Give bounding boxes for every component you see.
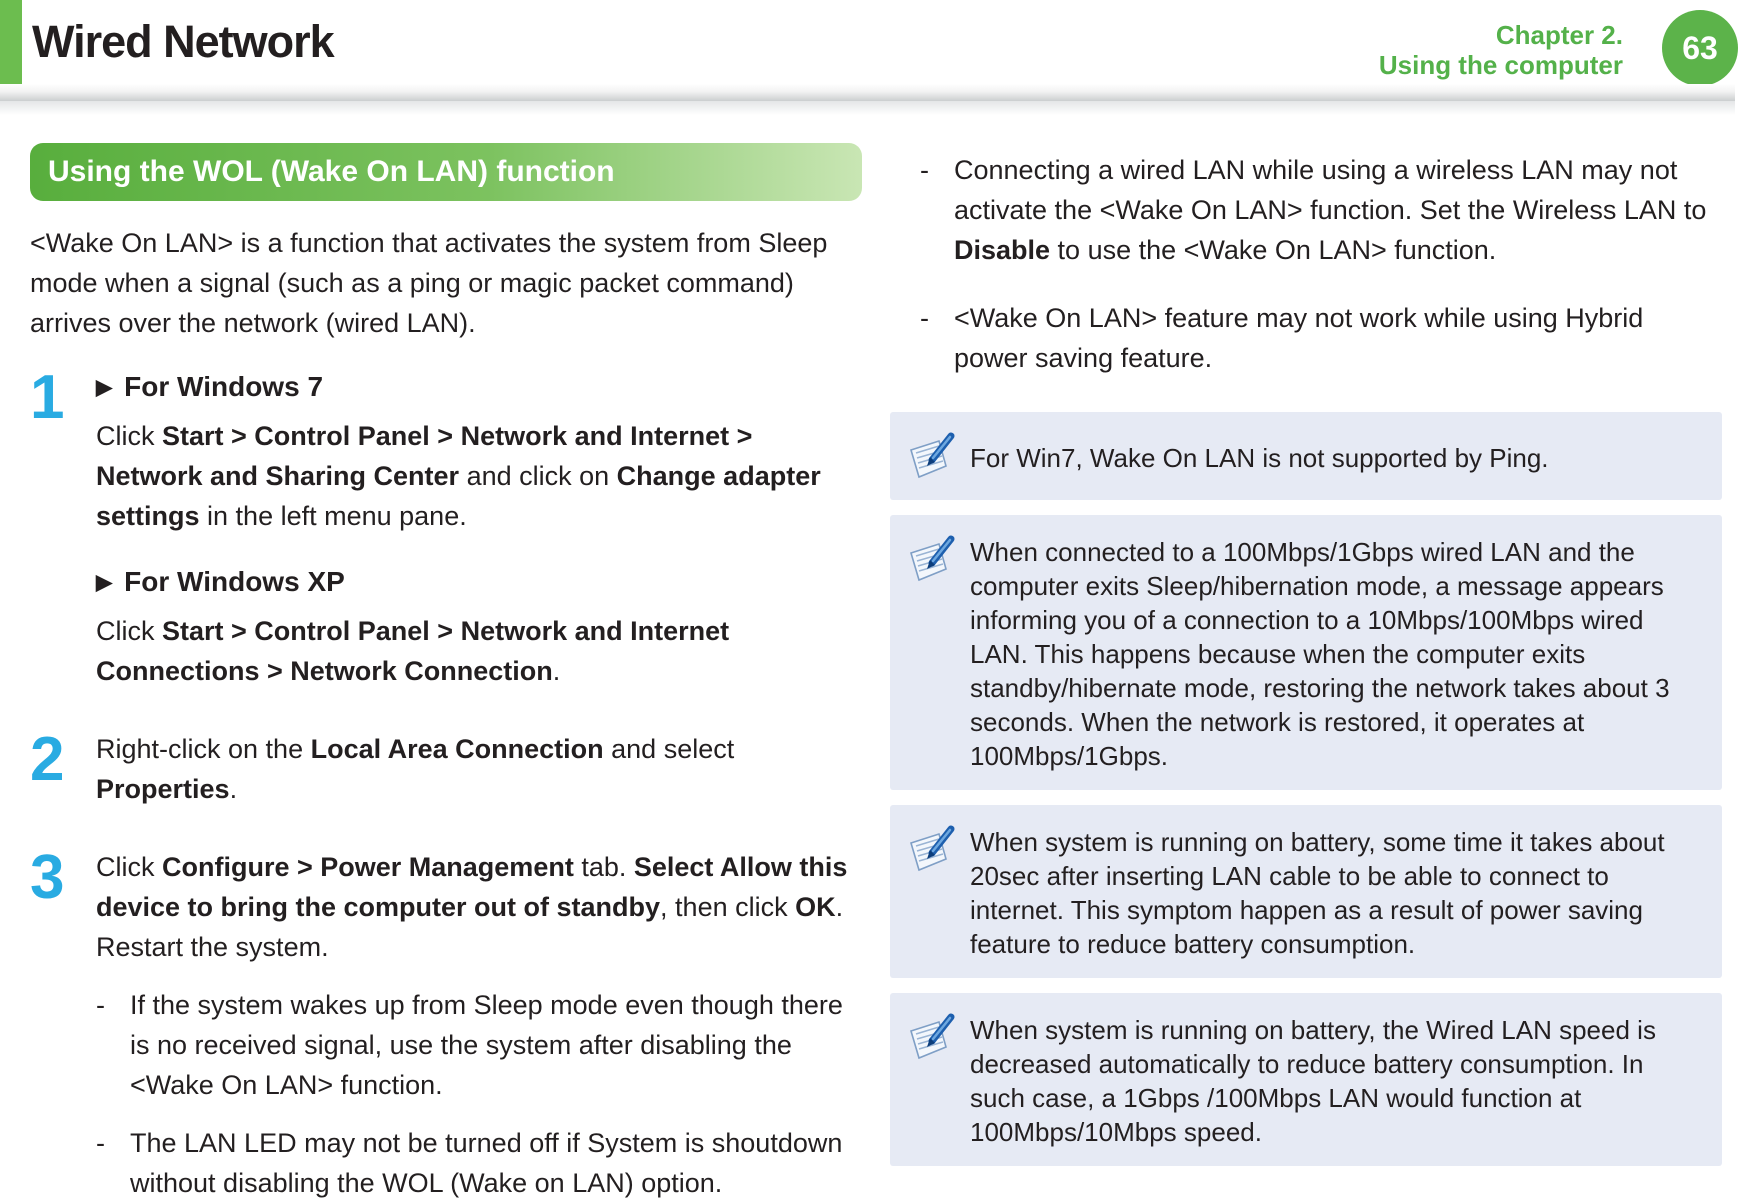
note-1-text: For Win7, Wake On LAN is not supported by Ping. xyxy=(970,442,1549,473)
windows7-heading xyxy=(96,367,862,410)
note-2-text: When connected to a 100Mbps/1Gbps wired LAN and the computer exits Sleep/hibernation mode, a message appears informing you of a connection to a 10Mbps/100Mbps wired LAN. This happens because when the computer exits standby/hibernate mode, restoring the network takes about 3 seconds. When the network is restored, it operates at 100Mbps/1Gbps. xyxy=(970,537,1670,771)
note-boxes xyxy=(890,412,1722,1166)
header-divider xyxy=(0,84,1735,101)
dash-glyph: - xyxy=(920,155,929,185)
windowsxp-instructions: Click Start > Control Panel > Network and Internet Connections > Network Connection. xyxy=(96,616,730,686)
header-divider-shadow xyxy=(0,101,1735,115)
left-bullet-1 xyxy=(30,985,862,1105)
step-1-number: 1 xyxy=(30,363,65,432)
note-box-4 xyxy=(890,993,1722,1166)
note-icon xyxy=(906,534,958,586)
left-column xyxy=(30,143,862,1203)
windows7-instructions: Click Start > Control Panel > Network and Internet > Network and Sharing Center and click on Change adapter settings in the left menu pane. xyxy=(96,421,821,531)
step-3-number: 3 xyxy=(30,843,65,912)
windowsxp-heading xyxy=(96,562,862,605)
right-column xyxy=(890,143,1722,1181)
step-2-number: 2 xyxy=(30,725,65,794)
note-3-text: When system is running on battery, some time it takes about 20sec after inserting LAN cable to be able to connect to internet. This symptom happen as a result of power saving feature to reduce battery consumption. xyxy=(970,827,1665,959)
section-title-banner: Using the WOL (Wake On LAN) function xyxy=(30,143,862,201)
windows7-heading-label: For Windows 7 xyxy=(124,371,324,402)
left-bullet-2 xyxy=(30,1123,862,1203)
note-icon xyxy=(906,431,958,483)
note-box-2 xyxy=(890,515,1722,790)
left-bullet-1-text: If the system wakes up from Sleep mode even though there is no received signal, use the system after disabling the <Wake On LAN> function. xyxy=(130,990,843,1100)
chapter-name: Using the computer xyxy=(1378,50,1623,80)
note-box-3 xyxy=(890,805,1722,978)
note-box-1 xyxy=(890,412,1722,500)
step-2 xyxy=(30,725,862,809)
right-bullets xyxy=(890,150,1722,378)
right-bullet-1-text: Connecting a wired LAN while using a wireless LAN may not activate the <Wake On LAN> function. Set the Wireless LAN to Disable to use the <Wake On LAN> function. xyxy=(954,155,1707,265)
note-icon xyxy=(906,824,958,876)
left-bullet-2-text: The LAN LED may not be turned off if System is shoutdown without disabling the WOL (Wake on LAN) option. xyxy=(130,1128,843,1198)
arrow-icon: ▶ xyxy=(96,571,113,594)
step-3 xyxy=(30,843,862,967)
chapter-info xyxy=(1379,20,1623,80)
windowsxp-heading-label: For Windows XP xyxy=(124,566,345,597)
dash-glyph: - xyxy=(96,990,105,1020)
dash-glyph: - xyxy=(920,303,929,333)
right-bullet-2-text: <Wake On LAN> feature may not work while using Hybrid power saving feature. xyxy=(954,303,1644,373)
dash-glyph: - xyxy=(96,1128,105,1158)
arrow-icon: ▶ xyxy=(96,376,113,399)
note-4-text: When system is running on battery, the Wired LAN speed is decreased automatically to reduce battery consumption. In such case, a 1Gbps /100Mbps LAN would function at 100Mbps/10Mbps speed. xyxy=(970,1015,1656,1147)
page-title: Wired Network xyxy=(32,16,334,67)
page-number-badge: 63 xyxy=(1662,10,1738,86)
note-icon xyxy=(906,1012,958,1064)
chapter-number: Chapter 2. xyxy=(1495,20,1623,50)
step-1-body xyxy=(96,367,862,691)
intro-paragraph: <Wake On LAN> is a function that activates the system from Sleep mode when a signal (such as a ping or magic packet command) arrives over the network (wired LAN). xyxy=(30,228,828,338)
step-3-body: Click Configure > Power Management tab. Select Allow this device to bring the computer out of standby, then click OK. Restart the system. xyxy=(96,852,848,962)
step-2-body: Right-click on the Local Area Connection and select Properties. xyxy=(96,734,735,804)
step-1 xyxy=(30,363,862,691)
right-bullet-2 xyxy=(920,298,1722,378)
right-bullet-1 xyxy=(920,150,1722,270)
